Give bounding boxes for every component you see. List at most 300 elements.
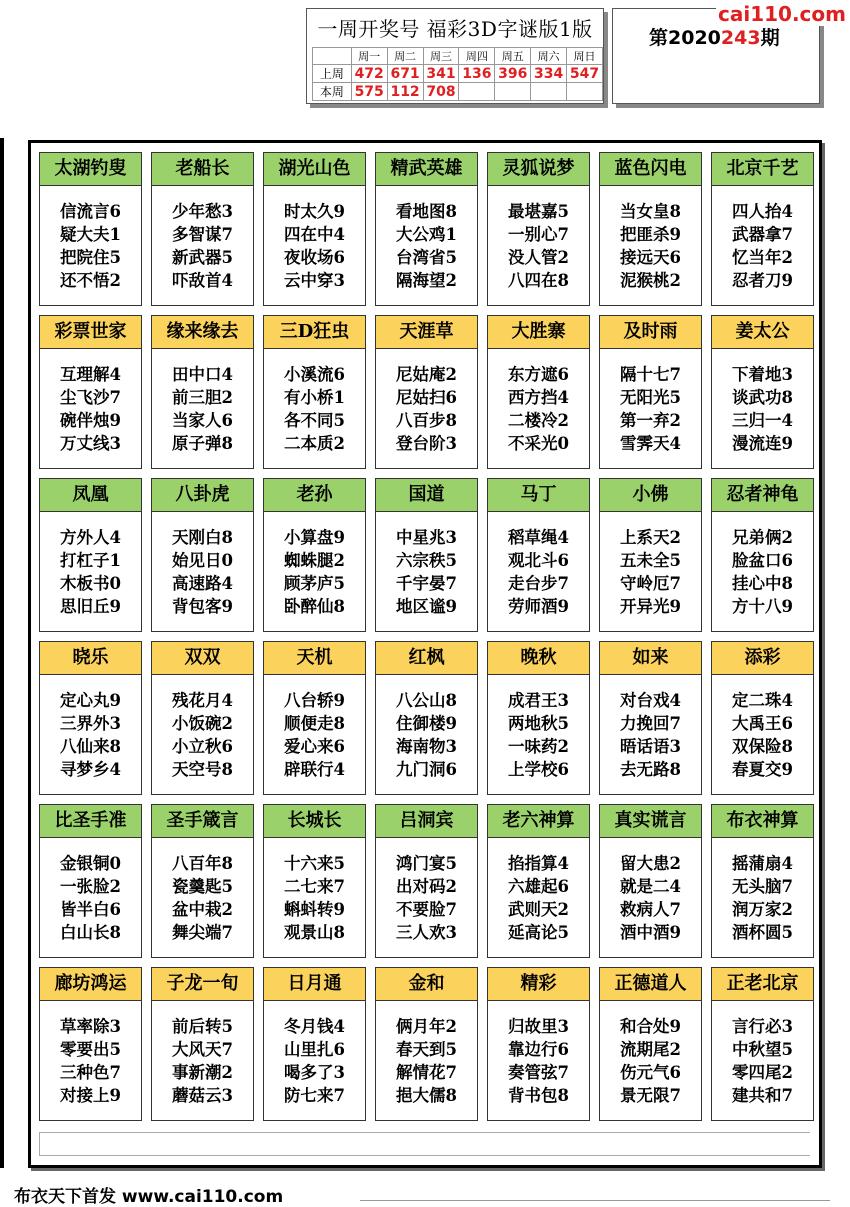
riddle-cell-title: 双双 — [152, 642, 253, 675]
issue-suffix: 期 — [760, 27, 780, 49]
riddle-line: 五未全5 — [620, 551, 681, 570]
riddle-lines — [264, 838, 365, 944]
row-label: 上周 — [313, 65, 352, 83]
riddle-line: 八台轿9 — [284, 691, 345, 710]
riddle-line: 没人管2 — [508, 248, 569, 267]
riddle-line: 台湾省5 — [396, 248, 457, 267]
riddle-cell — [39, 152, 142, 306]
riddle-lines — [376, 512, 477, 618]
riddle-line: 酒杯圆5 — [732, 923, 793, 942]
riddle-cell-title: 红枫 — [376, 642, 477, 675]
riddle-line: 雪霁天4 — [620, 434, 681, 453]
riddle-cell-title: 日月通 — [264, 968, 365, 1001]
riddle-cell — [151, 478, 254, 632]
riddle-line: 不采光0 — [508, 434, 569, 453]
riddle-lines — [488, 512, 589, 618]
riddle-cell-title: 老船长 — [152, 153, 253, 186]
riddle-line: 鸿门宴5 — [396, 854, 457, 873]
riddle-cell — [599, 967, 702, 1121]
riddle-line: 看地图8 — [396, 202, 457, 221]
riddle-line: 留大患2 — [620, 854, 681, 873]
riddle-line: 时太久9 — [284, 202, 345, 221]
riddle-line: 言行必3 — [732, 1017, 793, 1036]
riddle-line: 两地秋5 — [508, 714, 569, 733]
riddle-line: 互理解4 — [60, 365, 121, 384]
riddle-lines — [488, 675, 589, 781]
riddle-cell — [711, 152, 814, 306]
riddle-line: 酒中酒9 — [620, 923, 681, 942]
riddle-lines — [40, 838, 141, 944]
riddle-line: 六宗秩5 — [396, 551, 457, 570]
left-edge-rule — [0, 138, 4, 1168]
riddle-line: 疑大夫1 — [60, 225, 121, 244]
riddle-cell-title: 及时雨 — [600, 316, 701, 349]
riddle-line: 十六来5 — [284, 854, 345, 873]
riddle-cell-title: 忍者神龟 — [712, 479, 813, 512]
riddle-line: 中星兆3 — [396, 528, 457, 547]
riddle-cell — [39, 804, 142, 958]
riddle-line: 春天到5 — [396, 1040, 457, 1059]
riddle-line: 不要脸7 — [396, 900, 457, 919]
riddle-cell-title: 缘来缘去 — [152, 316, 253, 349]
riddle-line: 春夏交9 — [732, 760, 793, 779]
riddle-cell — [599, 804, 702, 958]
riddle-lines — [600, 186, 701, 292]
riddle-line: 二七来7 — [284, 877, 345, 896]
draw-number — [531, 83, 567, 101]
riddle-cell-title: 天涯草 — [376, 316, 477, 349]
riddle-cell-title: 老六神算 — [488, 805, 589, 838]
riddle-cell — [39, 478, 142, 632]
riddle-line: 原子弹8 — [172, 434, 233, 453]
riddle-line: 信流言6 — [60, 202, 121, 221]
riddle-line: 地区谧9 — [396, 597, 457, 616]
riddle-cell — [487, 152, 590, 306]
riddle-line: 小溪流6 — [284, 365, 345, 384]
riddle-line: 无头脑7 — [732, 877, 793, 896]
riddle-cell-title: 比圣手准 — [40, 805, 141, 838]
riddle-cell-title: 老孙 — [264, 479, 365, 512]
riddle-line: 八百步8 — [396, 411, 457, 430]
riddle-cell-title: 太湖钓叟 — [40, 153, 141, 186]
riddle-line: 顾茅庐5 — [284, 574, 345, 593]
footer-credit: 布衣天下首发 www.cai110.com — [14, 1187, 284, 1207]
riddle-cell-title: 晚秋 — [488, 642, 589, 675]
riddle-cell-title: 精彩 — [488, 968, 589, 1001]
riddle-line: 开异光9 — [620, 597, 681, 616]
riddle-lines — [40, 675, 141, 781]
riddle-cell-title: 廊坊鸿运 — [40, 968, 141, 1001]
riddle-line: 小饭碗2 — [172, 714, 233, 733]
riddle-line: 忍者刀9 — [732, 271, 793, 290]
riddle-line: 一味药2 — [508, 737, 569, 756]
riddle-lines — [712, 186, 813, 292]
riddle-lines — [712, 512, 813, 618]
riddle-line: 天刚白8 — [172, 528, 233, 547]
riddle-line: 成君王3 — [508, 691, 569, 710]
riddle-cell — [39, 315, 142, 469]
riddle-lines — [600, 838, 701, 944]
riddle-line: 事新潮2 — [172, 1063, 233, 1082]
riddle-line: 晤话语3 — [620, 737, 681, 756]
riddle-line: 救病人7 — [620, 900, 681, 919]
riddle-cell-title: 三D狂虫 — [264, 316, 365, 349]
riddle-cell-title: 小佛 — [600, 479, 701, 512]
riddle-line: 八公山8 — [396, 691, 457, 710]
riddle-line: 八百年8 — [172, 854, 233, 873]
riddle-line: 武器拿7 — [732, 225, 793, 244]
riddle-lines — [376, 186, 477, 292]
riddle-line: 就是二4 — [620, 877, 681, 896]
riddle-cell — [599, 315, 702, 469]
riddle-line: 打杠子1 — [60, 551, 121, 570]
riddle-cell-title: 吕洞宾 — [376, 805, 477, 838]
riddle-line: 最堪嘉5 — [508, 202, 569, 221]
riddle-lines — [152, 675, 253, 781]
riddle-cell-title: 添彩 — [712, 642, 813, 675]
riddle-line: 尼姑庵2 — [396, 365, 457, 384]
draw-number: 341 — [423, 65, 459, 83]
riddle-line: 蜘蛛腿2 — [284, 551, 345, 570]
riddle-cell — [263, 804, 366, 958]
riddle-line: 登台阶3 — [396, 434, 457, 453]
issue-prefix: 第2020 — [649, 27, 721, 49]
riddle-line: 六雄起6 — [508, 877, 569, 896]
riddle-cell-title: 马丁 — [488, 479, 589, 512]
draw-number: 396 — [495, 65, 531, 83]
riddle-line: 喝多了3 — [284, 1063, 345, 1082]
riddle-line: 挹大儒8 — [396, 1086, 457, 1105]
day-header: 周二 — [387, 48, 423, 65]
riddle-line: 上学校6 — [508, 760, 569, 779]
riddle-line: 流期尾2 — [620, 1040, 681, 1059]
riddle-cell — [599, 641, 702, 795]
riddle-line: 掐指算4 — [508, 854, 569, 873]
riddle-line: 云中穿3 — [284, 271, 345, 290]
riddle-cell-title: 正德道人 — [600, 968, 701, 1001]
riddle-cell-title: 如来 — [600, 642, 701, 675]
riddle-line: 二本质2 — [284, 434, 345, 453]
riddle-line: 背包客9 — [172, 597, 233, 616]
riddle-line: 挂心中8 — [732, 574, 793, 593]
riddle-line: 顺便走8 — [284, 714, 345, 733]
riddle-cell-title: 正老北京 — [712, 968, 813, 1001]
riddle-cell — [375, 478, 478, 632]
riddle-line: 漫流连9 — [732, 434, 793, 453]
riddle-line: 万丈线3 — [60, 434, 121, 453]
riddle-lines — [376, 838, 477, 944]
riddle-line: 四人抬4 — [732, 202, 793, 221]
riddle-line: 冬月钱4 — [284, 1017, 345, 1036]
riddle-line: 始见日0 — [172, 551, 233, 570]
riddle-line: 方十八9 — [732, 597, 793, 616]
riddle-line: 一别心7 — [508, 225, 569, 244]
riddle-cell — [599, 152, 702, 306]
riddle-cell — [39, 641, 142, 795]
riddle-cell — [487, 804, 590, 958]
draw-number: 708 — [423, 83, 459, 101]
riddle-cell-title: 姜太公 — [712, 316, 813, 349]
riddle-line: 三人欢3 — [396, 923, 457, 942]
riddle-cell-title: 国道 — [376, 479, 477, 512]
riddle-line: 残花月4 — [172, 691, 233, 710]
weekly-draw-panel — [306, 8, 604, 104]
riddle-line: 三界外3 — [60, 714, 121, 733]
riddle-line: 泥猴桃2 — [620, 271, 681, 290]
riddle-line: 力挽回7 — [620, 714, 681, 733]
riddle-cell-title: 湖光山色 — [264, 153, 365, 186]
riddle-lines — [152, 1001, 253, 1107]
riddle-line: 俩月年2 — [396, 1017, 457, 1036]
riddle-line: 蝌蚪转9 — [284, 900, 345, 919]
riddle-line: 尼姑扫6 — [396, 388, 457, 407]
draw-number: 136 — [459, 65, 495, 83]
riddle-cell — [599, 478, 702, 632]
riddle-line: 当女皇8 — [620, 202, 681, 221]
footer-rule — [360, 1200, 830, 1201]
riddle-line: 高速路4 — [172, 574, 233, 593]
riddle-cell-title: 八卦虎 — [152, 479, 253, 512]
riddle-lines — [376, 675, 477, 781]
riddle-line: 隔海望2 — [396, 271, 457, 290]
riddle-cell-title: 北京千艺 — [712, 153, 813, 186]
riddle-cell — [711, 478, 814, 632]
riddle-lines — [264, 349, 365, 455]
riddle-line: 脸盆口6 — [732, 551, 793, 570]
riddle-lines — [488, 1001, 589, 1107]
riddle-lines — [264, 512, 365, 618]
riddle-cell-title: 晓乐 — [40, 642, 141, 675]
riddle-cell — [375, 315, 478, 469]
day-header: 周四 — [459, 48, 495, 65]
riddle-cell-title: 灵狐说梦 — [488, 153, 589, 186]
riddle-lines — [40, 349, 141, 455]
riddle-line: 四在中4 — [284, 225, 345, 244]
riddle-line: 稻草绳4 — [508, 528, 569, 547]
riddle-cell — [151, 967, 254, 1121]
riddle-line: 辟联行4 — [284, 760, 345, 779]
riddle-lines — [40, 512, 141, 618]
riddle-line: 大公鸡1 — [396, 225, 457, 244]
draw-results-table — [312, 47, 603, 101]
riddle-line: 伤元气6 — [620, 1063, 681, 1082]
draw-number — [495, 83, 531, 101]
riddle-line: 观景山8 — [284, 923, 345, 942]
riddle-lines — [40, 1001, 141, 1107]
riddle-line: 和合处9 — [620, 1017, 681, 1036]
riddle-cell-title: 蓝色闪电 — [600, 153, 701, 186]
riddle-cell — [711, 967, 814, 1121]
riddle-line: 武则天2 — [508, 900, 569, 919]
riddle-cell-title: 布衣神算 — [712, 805, 813, 838]
riddle-cell — [151, 152, 254, 306]
riddle-line: 走台步7 — [508, 574, 569, 593]
draw-number: 334 — [531, 65, 567, 83]
riddle-line: 忆当年2 — [732, 248, 793, 267]
riddle-line: 一张脸2 — [60, 877, 121, 896]
riddle-line: 有小桥1 — [284, 388, 345, 407]
riddle-lines — [600, 1001, 701, 1107]
riddle-line: 各不同5 — [284, 411, 345, 430]
riddle-cell — [375, 967, 478, 1121]
riddle-cell — [263, 478, 366, 632]
riddle-lines — [152, 186, 253, 292]
draw-number: 575 — [351, 83, 387, 101]
riddle-board — [28, 140, 822, 1168]
riddle-line: 千宇晏7 — [396, 574, 457, 593]
riddle-line: 西方挡4 — [508, 388, 569, 407]
riddle-cell — [263, 641, 366, 795]
riddle-cell-title: 子龙一旬 — [152, 968, 253, 1001]
riddle-line: 无阳光5 — [620, 388, 681, 407]
riddle-line: 谈武功8 — [732, 388, 793, 407]
riddle-line: 九门洞6 — [396, 760, 457, 779]
day-header: 周六 — [531, 48, 567, 65]
riddle-lines — [600, 512, 701, 618]
riddle-cell — [711, 315, 814, 469]
riddle-line: 三种色7 — [60, 1063, 121, 1082]
riddle-line: 归故里3 — [508, 1017, 569, 1036]
riddle-line: 把院住5 — [60, 248, 121, 267]
draw-number: 547 — [567, 65, 603, 83]
riddle-line: 田中口4 — [172, 365, 233, 384]
riddle-line: 瓷羹匙5 — [172, 877, 233, 896]
riddle-cell — [487, 315, 590, 469]
riddle-line: 下着地3 — [732, 365, 793, 384]
riddle-line: 思旧丘9 — [60, 597, 121, 616]
day-header-row — [313, 48, 603, 65]
corner-cell — [313, 48, 352, 65]
riddle-lines — [376, 349, 477, 455]
riddle-line: 景无限7 — [620, 1086, 681, 1105]
draw-number: 112 — [387, 83, 423, 101]
day-header: 周三 — [423, 48, 459, 65]
riddle-cell — [487, 478, 590, 632]
riddle-line: 定心丸9 — [60, 691, 121, 710]
riddle-cell-title: 天机 — [264, 642, 365, 675]
riddle-line: 吓敌首4 — [172, 271, 233, 290]
riddle-line: 三归一4 — [732, 411, 793, 430]
riddle-lines — [264, 1001, 365, 1107]
riddle-cell — [375, 804, 478, 958]
riddle-line: 天空号8 — [172, 760, 233, 779]
last-week-row — [313, 65, 603, 83]
riddle-line: 小算盘9 — [284, 528, 345, 547]
riddle-line: 对接上9 — [60, 1086, 121, 1105]
riddle-line: 润万家2 — [732, 900, 793, 919]
this-week-row — [313, 83, 603, 101]
riddle-line: 少年愁3 — [172, 202, 233, 221]
riddle-line: 山里扎6 — [284, 1040, 345, 1059]
riddle-line: 双保险8 — [732, 737, 793, 756]
riddle-line: 大风天7 — [172, 1040, 233, 1059]
riddle-line: 二楼冷2 — [508, 411, 569, 430]
site-logo: cai110.com — [718, 2, 846, 26]
riddle-line: 出对码2 — [396, 877, 457, 896]
riddle-line: 方外人4 — [60, 528, 121, 547]
riddle-line: 对台戏4 — [620, 691, 681, 710]
riddle-cell — [263, 967, 366, 1121]
riddle-cell-title: 彩票世家 — [40, 316, 141, 349]
riddle-cell — [263, 152, 366, 306]
riddle-line: 奏管弦7 — [508, 1063, 569, 1082]
panel-title: 一周开奖号 福彩3D字谜版1版 — [317, 17, 593, 41]
riddle-lines — [152, 838, 253, 944]
riddle-line: 第一弃2 — [620, 411, 681, 430]
riddle-cell — [263, 315, 366, 469]
riddle-grid — [39, 152, 814, 1121]
riddle-line: 草率除3 — [60, 1017, 121, 1036]
riddle-line: 木板书0 — [60, 574, 121, 593]
riddle-line: 靠边行6 — [508, 1040, 569, 1059]
riddle-line: 夜收场6 — [284, 248, 345, 267]
riddle-line: 前后转5 — [172, 1017, 233, 1036]
draw-number: 671 — [387, 65, 423, 83]
riddle-lines — [712, 675, 813, 781]
riddle-lines — [488, 186, 589, 292]
riddle-cell-title: 圣手箴言 — [152, 805, 253, 838]
riddle-cell-title: 大胜寨 — [488, 316, 589, 349]
riddle-cell-title: 凤凰 — [40, 479, 141, 512]
riddle-line: 解情花7 — [396, 1063, 457, 1082]
riddle-lines — [712, 1001, 813, 1107]
riddle-line: 定二珠4 — [732, 691, 793, 710]
riddle-cell-title: 金和 — [376, 968, 477, 1001]
riddle-line: 前三胆2 — [172, 388, 233, 407]
riddle-line: 隔十七7 — [620, 365, 681, 384]
riddle-line: 寻梦乡4 — [60, 760, 121, 779]
riddle-lines — [488, 349, 589, 455]
riddle-line: 零要出5 — [60, 1040, 121, 1059]
riddle-cell — [711, 641, 814, 795]
riddle-lines — [712, 838, 813, 944]
riddle-line: 建共和7 — [732, 1086, 793, 1105]
riddle-cell-title: 精武英雄 — [376, 153, 477, 186]
riddle-line: 金银铜0 — [60, 854, 121, 873]
riddle-line: 蘑菇云3 — [172, 1086, 233, 1105]
row-label: 本周 — [313, 83, 352, 101]
riddle-cell — [711, 804, 814, 958]
riddle-lines — [264, 675, 365, 781]
riddle-line: 盆中栽2 — [172, 900, 233, 919]
riddle-lines — [488, 838, 589, 944]
riddle-cell-title: 长城长 — [264, 805, 365, 838]
riddle-lines — [152, 349, 253, 455]
day-header: 周日 — [567, 48, 603, 65]
riddle-line: 海南物3 — [396, 737, 457, 756]
riddle-line: 劳师酒9 — [508, 597, 569, 616]
riddle-lines — [40, 186, 141, 292]
riddle-cell — [39, 967, 142, 1121]
riddle-cell — [375, 152, 478, 306]
riddle-line: 小立秋6 — [172, 737, 233, 756]
bottom-strip — [39, 1132, 810, 1156]
riddle-line: 大禹王6 — [732, 714, 793, 733]
riddle-cell — [375, 641, 478, 795]
issue-number-highlight: 243 — [720, 27, 761, 49]
riddle-line: 上系天2 — [620, 528, 681, 547]
riddle-line: 皆半白6 — [60, 900, 121, 919]
riddle-line: 接远天6 — [620, 248, 681, 267]
riddle-line: 八四在8 — [508, 271, 569, 290]
riddle-line: 当家人6 — [172, 411, 233, 430]
riddle-line: 八仙来8 — [60, 737, 121, 756]
riddle-line: 尘飞沙7 — [60, 388, 121, 407]
riddle-line: 爱心来6 — [284, 737, 345, 756]
riddle-line: 新武器5 — [172, 248, 233, 267]
riddle-line: 防七来7 — [284, 1086, 345, 1105]
riddle-lines — [376, 1001, 477, 1107]
